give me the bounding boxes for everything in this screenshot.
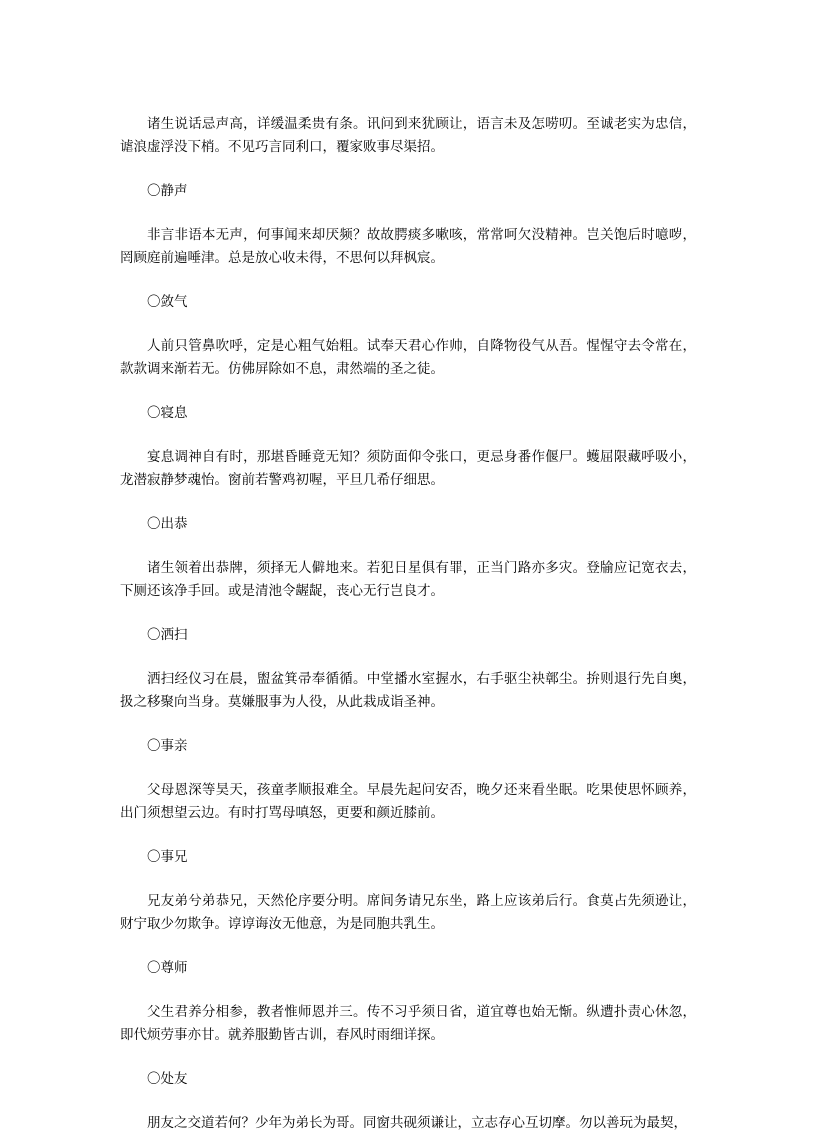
section-heading-zunshi: 〇尊师 — [147, 960, 188, 976]
section-body-sasao: 洒扫经仪习在晨，盥盆箕帚奉循循。中堂播水室握水，右手驱尘袂鄣尘。拚则退行先自奥，扱之移聚向当身。莫嫌服事为人役，从此栽成诣圣神。 — [120, 671, 696, 710]
spacer — [120, 647, 696, 668]
section-heading-chuyou: 〇处友 — [147, 1071, 188, 1087]
section-heading-shiqin: 〇事亲 — [147, 738, 188, 754]
spacer — [120, 381, 696, 402]
section-body-lianqi: 人前只管鼻吹呼，定是心粗气始粗。试奉天君心作帅，自降物役气从吾。惺惺守去令常在，款款调来渐若无。仿佛屏除如不息，肃然端的圣之徒。 — [120, 338, 696, 377]
section-body-chugong: 诸生领着出恭牌，须择无人僻地来。若犯日星俱有罪，正当门路亦多灾。登牏应记宽衣去，下厕还该净手回。或是清池令龌龊，丧心无行岂良才。 — [120, 560, 696, 599]
intro-paragraph: 诸生说话忌声高，详缓温柔贵有条。讯问到来犹顾让，语言未及怎唠叨。至诚老实为忠信，谑浪虚浮没下梢。不见巧言同利口，覆家败事尽渠招。 — [120, 116, 696, 155]
section-body-qinxi: 宴息调神自有时，那堪昏睡竟无知？须防面仰令张口，更忌身番作偃尸。蠖屈限藏呼吸小，龙潜寂静梦魂怡。窗前若警鸡初喔，平旦几希仔细思。 — [120, 449, 696, 488]
spacer — [120, 758, 696, 779]
section-body-chuyou: 朋友之交道若何？少年为弟长为哥。同窗共砚须谦让，立志存心互切摩。勿以善玩为最契， — [147, 1115, 687, 1131]
spacer — [120, 936, 696, 957]
section-body-jingsheng: 非言非语本无声，何事闻来却厌频？故故腭痰多嗽咳，常常呵欠没精神。岂关饱后时噫哕，罔顾庭前遍唾津。总是放心收未得，不思何以拜枫宸。 — [120, 227, 696, 266]
section-heading-qinxi: 〇寝息 — [147, 405, 188, 421]
spacer — [120, 1091, 696, 1112]
section-heading-chugong: 〇出恭 — [147, 516, 188, 532]
section-heading-lianqi: 〇敛气 — [147, 294, 188, 310]
section-heading-jingsheng: 〇静声 — [147, 183, 188, 199]
section-heading-sasao: 〇洒扫 — [147, 627, 188, 643]
spacer — [120, 536, 696, 557]
spacer — [120, 425, 696, 446]
spacer — [120, 603, 696, 624]
spacer — [120, 714, 696, 735]
spacer — [120, 270, 696, 291]
spacer — [120, 1047, 696, 1068]
spacer — [120, 980, 696, 1001]
section-body-zunshi: 父生君养分相参，教者惟师恩并三。传不习乎须日省，道宜尊也始无惭。纵遭扑责心休忽，即代烦劳事亦甘。就养服勤皆古训，春风时雨细详探。 — [120, 1004, 696, 1043]
section-heading-shixiong: 〇事兄 — [147, 849, 188, 865]
spacer — [120, 159, 696, 180]
section-body-shixiong: 兄友弟兮弟恭兄，天然伦序要分明。席间务请兄东坐，路上应该弟后行。食莫占先须逊让，财宁取少勿欺争。谆谆诲汝无他意，为是同胞共乳生。 — [120, 893, 696, 932]
spacer — [120, 825, 696, 846]
spacer — [120, 203, 696, 224]
spacer — [120, 492, 696, 513]
spacer — [120, 869, 696, 890]
spacer — [120, 314, 696, 335]
section-body-shiqin: 父母恩深等昊天，孩童孝顺报难全。早晨先起问安否，晚夕还来看坐眠。吃果使思怀顾养，出门须想望云边。有时打骂母嗔怒，更要和颜近膝前。 — [120, 782, 696, 821]
